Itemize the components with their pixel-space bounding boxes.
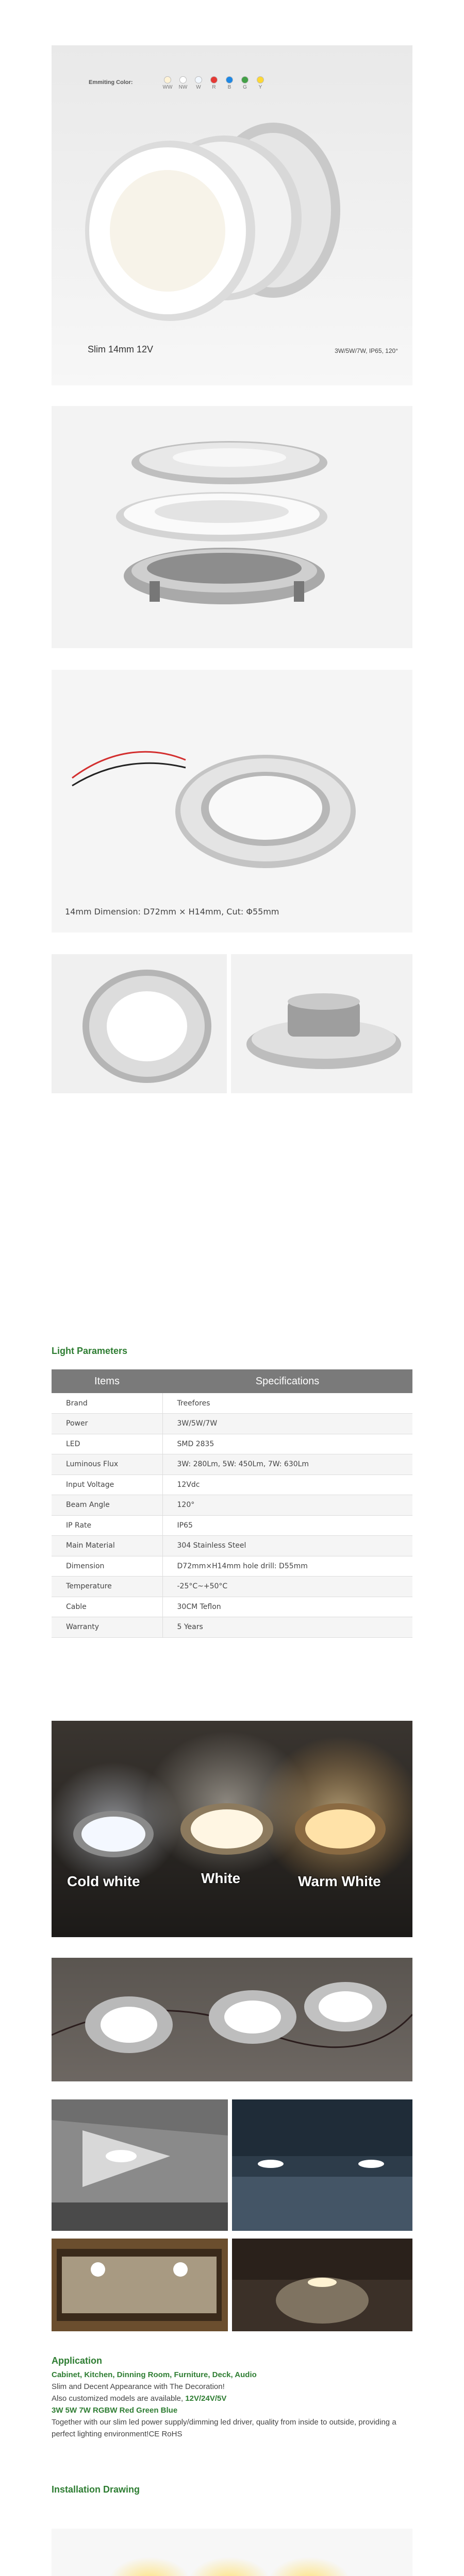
spec-value: Treefores — [162, 1393, 412, 1414]
stacked-downlights-image — [52, 406, 412, 648]
hero-caption-left: Slim 14mm 12V — [88, 344, 154, 354]
downlight-with-cable-image — [52, 670, 412, 933]
color-swatch-label: Y — [258, 84, 262, 90]
table-row — [52, 1515, 412, 1536]
hero-caption-right: 3W/5W/7W, IP65, 120° — [335, 347, 398, 354]
application-title: Application — [52, 2355, 102, 2366]
product-hero-panel — [52, 45, 412, 385]
light-parameters-title: Light Parameters — [52, 1346, 128, 1356]
color-swatch-label: WW — [162, 84, 173, 90]
spec-item: Beam Angle — [52, 1495, 162, 1516]
table-row — [52, 1617, 412, 1638]
installation-drawing-panel — [52, 2529, 412, 2576]
spec-item: IP Rate — [52, 1515, 162, 1536]
scene-photo-corner-cabinet — [52, 2099, 228, 2231]
downlight-product-image — [52, 45, 412, 385]
color-temperature-photo — [52, 1721, 412, 1937]
table-row — [52, 1454, 412, 1475]
stacked-downlights-panel — [52, 406, 412, 648]
application-custom-voltage: 12V/24V/5V — [185, 2394, 227, 2403]
table-row — [52, 1393, 412, 1414]
scene-photo-dark-cabinet — [232, 2239, 412, 2331]
spec-item: Luminous Flux — [52, 1454, 162, 1475]
emitting-color-label: Emmiting Color: — [89, 79, 133, 86]
table-row — [52, 1577, 412, 1597]
scene-photo-kitchen-cabinet — [232, 2099, 412, 2231]
spec-item: Brand — [52, 1393, 162, 1414]
installed-downlights-photo — [52, 1958, 412, 2081]
application-appearance: Slim and Decent Appearance with The Decoration! — [52, 2382, 225, 2391]
lamp-label-white: White — [201, 1870, 241, 1886]
spec-value: 3W/5W/7W — [162, 1414, 412, 1434]
installation-wiring-diagram — [52, 2529, 412, 2576]
application-variants: 3W 5W 7W RGBW Red Green Blue — [52, 2406, 178, 2415]
color-swatch-label: NW — [178, 84, 188, 90]
installation-drawing-title: Installation Drawing — [52, 2484, 140, 2495]
spec-item: Warranty — [52, 1617, 162, 1638]
back-view-photo — [231, 954, 412, 1093]
color-swatch-label: B — [227, 84, 231, 90]
application-custom-prefix: Also customized models are available, — [52, 2394, 184, 2403]
dimension-caption: 14mm Dimension: D72mm × H14mm, Cut: Φ55mm — [65, 907, 279, 917]
table-row — [52, 1597, 412, 1617]
spec-item: Cable — [52, 1597, 162, 1617]
table-header-items: Items — [52, 1369, 162, 1393]
table-row — [52, 1495, 412, 1516]
spec-item: Input Voltage — [52, 1475, 162, 1495]
table-row — [52, 1556, 412, 1577]
spec-item: Temperature — [52, 1577, 162, 1597]
table-row — [52, 1414, 412, 1434]
spec-value: 30CM Teflon — [162, 1597, 412, 1617]
table-row — [52, 1536, 412, 1556]
dimension-panel — [52, 670, 412, 933]
application-description: Together with our slim led power supply/dimming led driver, quality from inside to outside, providing a perfect lighting environment!CE RoHS — [52, 2418, 396, 2438]
spec-item: LED — [52, 1434, 162, 1454]
spec-value: IP65 — [162, 1515, 412, 1536]
spec-value: 5 Years — [162, 1617, 412, 1638]
lamp-label-warm-white: Warm White — [298, 1873, 381, 1889]
scene-photo-shelf — [52, 2239, 228, 2331]
color-swatch-label: G — [243, 84, 247, 90]
table-row — [52, 1434, 412, 1454]
table-row — [52, 1475, 412, 1495]
spec-value: 12Vdc — [162, 1475, 412, 1495]
spec-value: -25°C~+50°C — [162, 1577, 412, 1597]
spec-item: Main Material — [52, 1536, 162, 1556]
spec-item: Power — [52, 1414, 162, 1434]
light-parameters-table — [52, 1369, 412, 1638]
spec-value: 304 Stainless Steel — [162, 1536, 412, 1556]
table-header-specifications: Specifications — [162, 1369, 412, 1393]
spec-item: Dimension — [52, 1556, 162, 1577]
color-swatch-label: W — [196, 84, 201, 90]
spec-value: 120° — [162, 1495, 412, 1516]
lamp-label-cold-white: Cold white — [67, 1873, 140, 1889]
spec-value: 3W: 280Lm, 5W: 450Lm, 7W: 630Lm — [162, 1454, 412, 1475]
color-swatch-label: R — [212, 84, 216, 90]
application-custom — [52, 2393, 412, 2404]
application-uses: Cabinet, Kitchen, Dinning Room, Furniture, Deck, Audio — [52, 2370, 257, 2379]
front-view-photo — [52, 954, 227, 1093]
spec-value: SMD 2835 — [162, 1434, 412, 1454]
application-text — [52, 2369, 412, 2440]
spec-value: D72mm×H14mm hole drill: D55mm — [162, 1556, 412, 1577]
